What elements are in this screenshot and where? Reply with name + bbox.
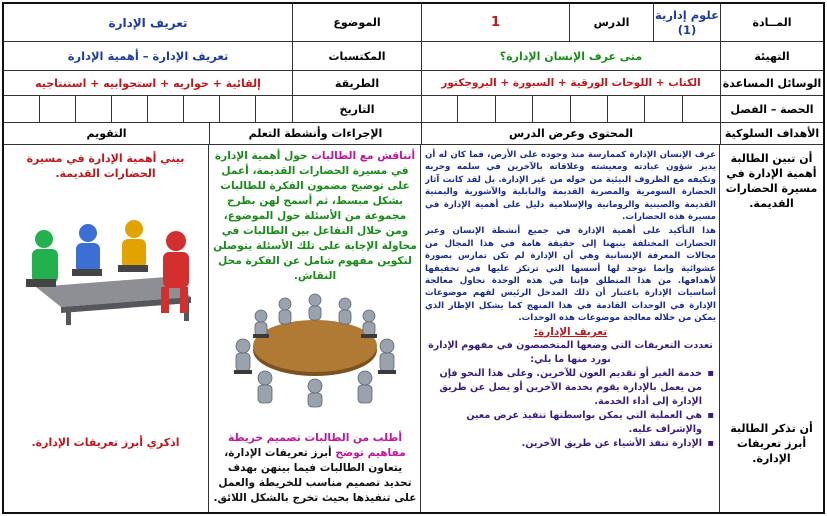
definition-item-3: ▪ الإدارة تنفذ الأشياء عن طريق الآخرين. bbox=[425, 437, 714, 451]
topic-label: الموضوع bbox=[333, 16, 381, 29]
intro-value: متى عرف الإنسان الإدارة؟ bbox=[499, 49, 643, 63]
aids-label-cell bbox=[720, 71, 823, 95]
intro-value-cell bbox=[421, 42, 720, 70]
objective-1: أن تبين الطالبة أهمية الإدارة في مسيرة الحضارات القديمة. bbox=[725, 152, 818, 210]
objective-2: أن تذكر الطالبة أبرز تعريفات الإدارة. bbox=[730, 422, 813, 465]
header-row-3 bbox=[4, 71, 823, 96]
header-row-1 bbox=[4, 4, 823, 42]
evaluation-1: بيني أهمية الإدارة في مسيرة الحضارات القديمة. bbox=[26, 152, 185, 180]
divider-1 bbox=[719, 145, 720, 512]
period-label: الحصة – الفصل bbox=[730, 102, 814, 116]
procedure-2-lead: أطلب من الطالبات تصميم خريطة مفاهيم توضح bbox=[228, 432, 406, 459]
topic-value-cell bbox=[4, 4, 292, 41]
gains-value-cell bbox=[4, 42, 292, 70]
period-label-cell bbox=[720, 96, 823, 122]
objectives-header: الأهداف السلوكية bbox=[724, 127, 820, 140]
method-label-cell bbox=[292, 71, 421, 95]
definitions-list bbox=[425, 367, 716, 451]
gains-value: تعريف الإدارة – أهمية الإدارة bbox=[67, 49, 229, 63]
col-objectives bbox=[720, 123, 823, 144]
subject-label: المــادة bbox=[752, 16, 792, 29]
procedure-2 bbox=[213, 431, 417, 506]
definition-item-2: ▪ هي العملية التي يمكن بواسطتها تنفيذ غرض معين والإشراف عليه. bbox=[425, 409, 714, 437]
divider-3 bbox=[208, 145, 209, 512]
column-header-row bbox=[4, 123, 823, 145]
content-paragraph-1: عرف الإنسان الإدارة كممارسة منذ وجوده على الأرض، فما كان له أن يدير شؤون عبادته ومعيشته وعلاقاته بالآخرين في سلمه وحربه وتكيفه مع الظروف البيئية من حوله من غير الإدارة. بل لقد كانت آثار الحضارة السومرية والمصرية القديمة والبابلية والآشورية واليمنية القديمة والصينية والرومانية والإسلامية دليل على أهمية الإدارة في مسيرة هذه الحضارات. bbox=[425, 150, 716, 223]
definition-intro: تعددت التعريفات التي وضعها المتخصصون في مفهوم الإدارة نورد منها ما يلي: bbox=[428, 339, 713, 365]
lesson-label: الدرس bbox=[593, 16, 630, 29]
date-label-cell bbox=[292, 96, 421, 122]
objectives-column bbox=[723, 145, 820, 512]
gains-label-cell bbox=[292, 42, 421, 70]
content-header: المحتوى وعرض الدرس bbox=[508, 127, 634, 140]
lesson-value: 1 bbox=[490, 15, 501, 30]
divider-2 bbox=[420, 145, 421, 512]
aids-value: الكتاب + اللوحات الورقية + السبورة + البروجكتور bbox=[441, 77, 701, 89]
method-value: إلقائية + حواريه + استجوابيه + استنتاجيه bbox=[35, 76, 261, 90]
lesson-plan-table bbox=[2, 2, 825, 514]
date-grid bbox=[4, 96, 292, 122]
method-label: الطريقة bbox=[334, 76, 380, 90]
date-label: التاريخ bbox=[339, 102, 375, 116]
lesson-value-cell bbox=[421, 4, 569, 41]
procedure-2-text: أبرز تعريفات الإدارة، يتعاون الطالبات فيما بينهن بهدف تحديد تصميم مناسب للخريطة والعمل على تنفيذها بحيث تخرج بالشكل اللائق. bbox=[213, 447, 417, 504]
header-row-2 bbox=[4, 42, 823, 71]
subject-label-cell bbox=[720, 4, 823, 41]
col-evaluation bbox=[4, 123, 209, 144]
definition-item-1: ▪ خدمة الغير أو تقديم العون للآخرين. وعلى هذا النحو فإن من يعمل بالإدارة يقوم بخدمة الآخرين أو يصل عن طريق الإدارة إلى أداء الخدمة. bbox=[425, 367, 714, 409]
round-table-meeting-illustration bbox=[213, 288, 417, 408]
topic-value: تعريف الإدارة bbox=[108, 15, 188, 30]
lesson-label-cell bbox=[569, 4, 653, 41]
procedures-column bbox=[213, 145, 417, 512]
intro-label: التهيئة bbox=[754, 49, 790, 63]
subject-value-cell bbox=[653, 4, 720, 41]
business-meeting-illustration bbox=[16, 207, 196, 327]
procedure-1-lead: أتناقش مع الطالبات bbox=[311, 150, 416, 162]
evaluation-2: اذكري أبرز تعريفات الإدارة. bbox=[31, 436, 180, 449]
header-row-4 bbox=[4, 96, 823, 123]
procedure-1 bbox=[213, 149, 417, 284]
content-paragraph-2: هذا التأكيد على أهمية الإدارة في جميع أنشطة الإنسان وعبر الحضارات المختلفة ينبهنا إلى حقيقة هامة في هذا المجال من مجالات المعرفة الإنسانية وهي أن الإدارة لم تكن تمارس بصورة عشوائية وإنما توجد لها أسسها التي ترتكز عليها في تحقيقها لأهدافها. من هذا المنطلق فإننا في هذه الوحدة نحاول معالجة أساسيات الإدارة باعتبار أن ذلك المدخل الرئيس لفهم موضوعات الإدارة في الوحدات القادمة في هذا المنهج كما يشكل الإطار الذي يمكن من خلاله معالجة موضوعات هذه الوحدات. bbox=[425, 226, 716, 324]
procedures-header: الإجراءات وأنشطة التعلم bbox=[248, 127, 383, 140]
topic-label-cell bbox=[292, 4, 421, 41]
definition-title: تعريف الإدارة: bbox=[533, 325, 608, 338]
col-content bbox=[421, 123, 720, 144]
subject-value: علوم إدارية (1) bbox=[655, 7, 719, 37]
col-procedures bbox=[209, 123, 421, 144]
procedure-1-text: حول أهمية الإدارة في مسيرة الحضارات القديمة، أعمل على توضيح مضمون الفكرة للطالبات بشكل مبسط، ثم أسمح لهن بطرح مجموعة من الأسئلة حول الموضوع، ومن خلال التفاعل بين الطالبات في محاولة الإجابة على تلك الأسئلة يتوصلن لتكوين مفهوم شامل عن الفكرة محل النقاش. bbox=[213, 150, 417, 282]
content-column bbox=[425, 145, 716, 512]
evaluation-column bbox=[6, 145, 205, 512]
gains-label: المكتسبات bbox=[328, 49, 386, 63]
aids-value-cell bbox=[421, 71, 720, 95]
intro-label-cell bbox=[720, 42, 823, 70]
evaluation-header: التقويم bbox=[86, 127, 127, 140]
aids-label: الوسائل المساعدة bbox=[722, 76, 822, 90]
period-grid bbox=[421, 96, 720, 122]
method-value-cell bbox=[4, 71, 292, 95]
